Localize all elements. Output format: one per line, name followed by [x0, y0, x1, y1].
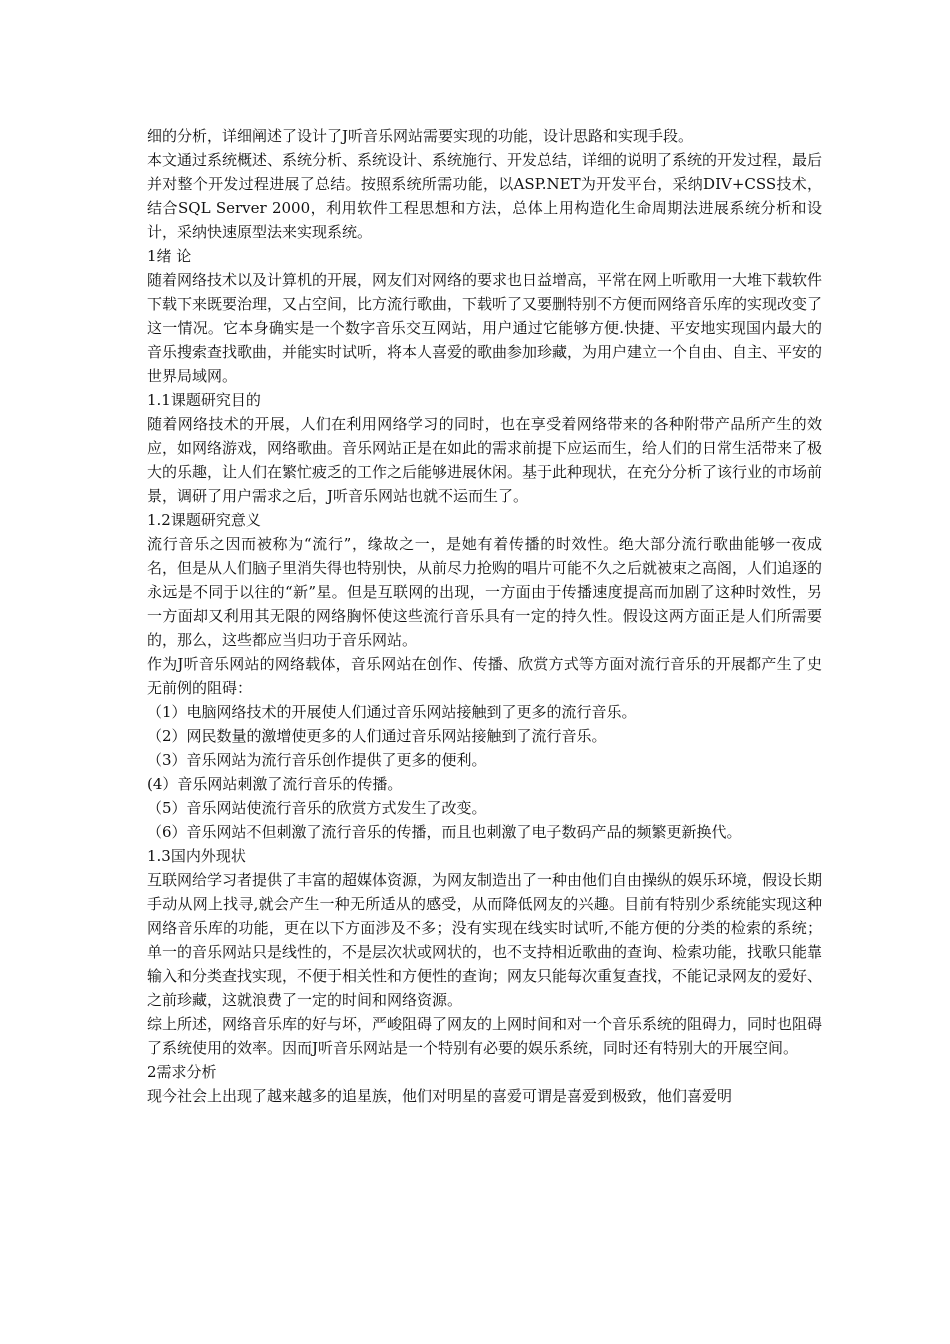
list-item-4: (4）音乐网站刺激了流行音乐的传播。 [147, 775, 403, 793]
list-item-1: （1）电脑网络技术的开展使人们通过音乐网站接触到了更多的流行音乐。 [147, 703, 637, 721]
heading-1-3-status: 1.3国内外现状 [147, 847, 246, 865]
list-item-2: （2）网民数量的激增使更多的人们通过音乐网站接触到了流行音乐。 [147, 727, 607, 745]
heading-1-1-purpose: 1.1课题研究目的 [147, 391, 261, 409]
document-body [144, 124, 822, 1108]
paragraph-intro-tail: 细的分析，详细阐述了设计了J听音乐网站需要实现的功能，设计思路和实现手段。 [147, 127, 694, 145]
paragraph-significance: 流行音乐之因而被称为“流行”，缘故之一，是她有着传播的时效性。绝大部分流行歌曲能够一夜成名，但是从人们脑子里消失得也特别快，从前尽力抢购的唱片可能不久之后就被束之高阁，人们追逐的永远是不同于以往的“新”星。但是互联网的出现，一方面由于传播速度提高而加剧了这种时效性，另一方面却又利用其无限的网络胸怀使这些流行音乐具有一定的持久性。假设这两方面正是人们所需要的，那么，这些都应当归功于音乐网站。 [147, 535, 823, 649]
paragraph-requirements: 现今社会上出现了越来越多的追星族，他们对明星的喜爱可谓是喜爱到极致，他们喜爱明 [147, 1087, 733, 1105]
paragraph-status: 互联网给学习者提供了丰富的超媒体资源，为网友制造出了一种由他们自由操纵的娱乐环境，假设长期手动从网上找寻,就会产生一种无所适从的感受，从而降低网友的兴趣。目前有特别少系统能实现这种网络音乐库的功能，更在以下方面涉及不多；没有实现在线实时试听,不能方便的分类的检索的系统；单一的音乐网站只是线性的，不是层次状或网状的，也不支持相近歌曲的查询、检索功能，找歌只能靠输入和分类查找实现，不便于相关性和方便性的查询；网友只能每次重复查找，不能记录网友的爱好、之前珍藏，这就浪费了一定的时间和网络资源。 [147, 871, 823, 1009]
heading-1-2-significance: 1.2课题研究意义 [147, 511, 261, 529]
paragraph-purpose: 随着网络技术的开展，人们在利用网络学习的同时，也在享受着网络带来的各种附带产品所产生的效应，如网络游戏，网络歌曲。音乐网站正是在如此的需求前提下应运而生，给人们的日常生活带来了极大的乐趣，让人们在繁忙疲乏的工作之后能够进展休闲。基于此种现状，在充分分析了该行业的市场前景，调研了用户需求之后，J听音乐网站也就不运而生了。 [147, 415, 823, 505]
paragraph-introduction: 随着网络技术以及计算机的开展，网友们对网络的要求也日益增高，平常在网上听歌用一大堆下载软件下载下来既要治理，又占空间，比方流行歌曲，下载听了又要删特别不方便而网络音乐库的实现改变了这一情况。它本身确实是一个数字音乐交互网站，用户通过它能够方便.快捷、平安地实现国内最大的音乐搜索查找歌曲，并能实时试听，将本人喜爱的歌曲参加珍藏，为用户建立一个自由、自主、平安的世界局域网。 [147, 271, 823, 385]
list-item-6: （6）音乐网站不但刺激了流行音乐的传播，而且也刺激了电子数码产品的频繁更新换代。 [147, 823, 742, 841]
heading-1-introduction: 1绪 论 [147, 247, 192, 265]
heading-2-requirements: 2需求分析 [147, 1063, 217, 1081]
list-item-5: （5）音乐网站使流行音乐的欣赏方式发生了改变。 [147, 799, 487, 817]
list-item-3: （3）音乐网站为流行音乐创作提供了更多的便利。 [147, 751, 487, 769]
paragraph-overview: 本文通过系统概述、系统分析、系统设计、系统施行、开发总结，详细的说明了系统的开发过程，最后并对整个开发过程进展了总结。按照系统所需功能，以ASP.NET为开发平台，采纳DIV+CSS技术，结合SQL Server 2000，利用软件工程思想和方法，总体上用构造化生命周期法进展系统分析和设计，采纳快速原型法来实现系统。 [147, 151, 823, 241]
paragraph-summary: 综上所述，网络音乐库的好与坏，严峻阻碍了网友的上网时间和对一个音乐系统的阻碍力，同时也阻碍了系统使用的效率。因而J听音乐网站是一个特别有必要的娱乐系统，同时还有特别大的开展空间。 [147, 1015, 823, 1057]
paragraph-carrier: 作为J听音乐网站的网络载体，音乐网站在创作、传播、欣赏方式等方面对流行音乐的开展都产生了史无前例的阻碍： [147, 655, 822, 697]
